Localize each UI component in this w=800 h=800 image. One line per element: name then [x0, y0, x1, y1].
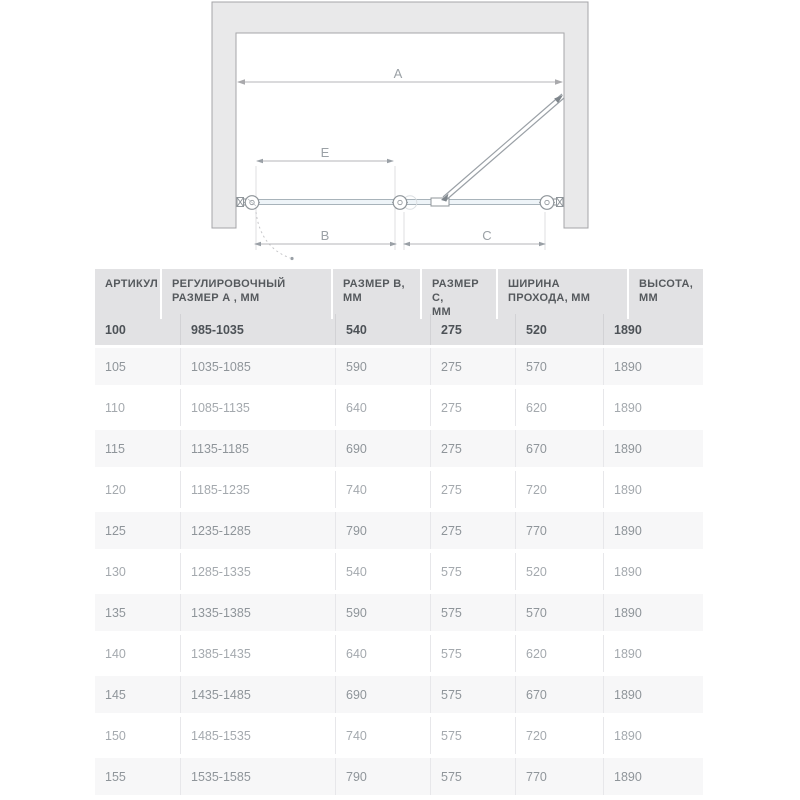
cell-height: 1890 — [603, 594, 703, 631]
cell-size-b: 740 — [335, 471, 430, 508]
dim-label-c: C — [482, 228, 492, 243]
cell-size-b: 640 — [335, 635, 430, 672]
cell-articul: 145 — [105, 687, 126, 702]
cell-height: 1890 — [603, 471, 703, 508]
cell-size-b: 540 — [335, 553, 430, 590]
cell-pass-width: 620 — [515, 389, 603, 426]
size-specification-table — [95, 269, 703, 799]
cell-height: 1890 — [603, 512, 703, 549]
cell-height: 1890 — [603, 553, 703, 590]
cell-size-b: 790 — [335, 512, 430, 549]
table-row — [95, 594, 703, 631]
cell-size-c: 575 — [430, 676, 515, 713]
cell-pass-width: 520 — [515, 314, 603, 345]
middle-roller — [392, 196, 408, 210]
cell-size-b: 540 — [335, 314, 430, 345]
cell-size-b: 690 — [335, 676, 430, 713]
shower-door-top-view-diagram — [0, 0, 800, 264]
cell-size-c: 575 — [430, 758, 515, 795]
wall — [212, 2, 588, 228]
cell-pass-width: 620 — [515, 635, 603, 672]
cell-size-a: 1385-1435 — [180, 635, 335, 672]
cell-size-c: 575 — [430, 553, 515, 590]
cell-articul: 125 — [105, 523, 126, 538]
cell-size-a: 985-1035 — [180, 314, 335, 345]
col-header-articul: АРТИКУЛ — [95, 269, 162, 319]
col-header-height: ВЫСОТА, ММ — [629, 269, 703, 319]
cell-size-a: 1335-1385 — [180, 594, 335, 631]
cell-size-a: 1085-1135 — [180, 389, 335, 426]
table-row — [95, 553, 703, 590]
cell-pass-width: 770 — [515, 758, 603, 795]
cell-size-a: 1135-1185 — [180, 430, 335, 467]
cell-size-c: 275 — [430, 471, 515, 508]
cell-articul: 150 — [105, 728, 126, 743]
table-row — [95, 717, 703, 754]
cell-height: 1890 — [603, 348, 703, 385]
cell-size-a: 1485-1535 — [180, 717, 335, 754]
cell-size-c: 275 — [430, 389, 515, 426]
cell-pass-width: 720 — [515, 471, 603, 508]
cell-size-b: 590 — [335, 348, 430, 385]
cell-size-a: 1185-1235 — [180, 471, 335, 508]
table-row — [95, 314, 703, 345]
table-row — [95, 430, 703, 467]
dimension-c — [403, 242, 546, 246]
cell-pass-width: 770 — [515, 512, 603, 549]
cell-pass-width: 720 — [515, 717, 603, 754]
table-row — [95, 389, 703, 426]
cell-articul: 100 — [105, 322, 126, 337]
cell-pass-width: 570 — [515, 348, 603, 385]
cell-size-a: 1285-1335 — [180, 553, 335, 590]
cell-articul: 110 — [105, 400, 125, 415]
col-header-size-b: РАЗМЕР В, ММ — [333, 269, 422, 319]
cell-size-a: 1435-1485 — [180, 676, 335, 713]
cell-pass-width: 570 — [515, 594, 603, 631]
cell-pass-width: 670 — [515, 676, 603, 713]
cell-pass-width: 670 — [515, 430, 603, 467]
door-swing-arc — [256, 212, 294, 260]
cell-pass-width: 520 — [515, 553, 603, 590]
cell-size-b: 790 — [335, 758, 430, 795]
cell-height: 1890 — [603, 676, 703, 713]
cell-size-c: 275 — [430, 512, 515, 549]
cell-height: 1890 — [603, 758, 703, 795]
cell-articul: 135 — [105, 605, 126, 620]
cell-articul: 155 — [105, 769, 126, 784]
cell-size-c: 275 — [430, 348, 515, 385]
cell-height: 1890 — [603, 635, 703, 672]
table-header-row — [95, 269, 703, 318]
cell-size-b: 690 — [335, 430, 430, 467]
dim-label-e: E — [320, 145, 330, 160]
cell-size-b: 590 — [335, 594, 430, 631]
dim-label-a: A — [393, 66, 403, 81]
table-row — [95, 471, 703, 508]
cell-height: 1890 — [603, 717, 703, 754]
dim-label-b: B — [320, 228, 330, 243]
cell-height: 1890 — [603, 430, 703, 467]
cell-size-c: 275 — [430, 430, 515, 467]
cell-size-c: 575 — [430, 594, 515, 631]
left-roller — [244, 196, 260, 210]
table-row — [95, 512, 703, 549]
cell-articul: 105 — [105, 359, 126, 374]
cell-height: 1890 — [603, 389, 703, 426]
cell-articul: 140 — [105, 646, 126, 661]
cell-size-a: 1535-1585 — [180, 758, 335, 795]
right-roller — [539, 196, 555, 210]
table-row — [95, 676, 703, 713]
cell-size-c: 575 — [430, 717, 515, 754]
cell-size-c: 575 — [430, 635, 515, 672]
cell-articul: 115 — [105, 441, 125, 456]
cell-size-b: 640 — [335, 389, 430, 426]
table-row — [95, 758, 703, 795]
cell-size-b: 740 — [335, 717, 430, 754]
cell-height: 1890 — [603, 314, 703, 345]
col-header-size-a: РЕГУЛИРОВОЧНЫЙ РАЗМЕР А , ММ — [162, 269, 333, 319]
table-row — [95, 348, 703, 385]
table-row — [95, 635, 703, 672]
cell-articul: 130 — [105, 564, 126, 579]
cell-articul: 120 — [105, 482, 126, 497]
open-door-panel — [441, 94, 564, 202]
cell-size-a: 1035-1085 — [180, 348, 335, 385]
col-header-pass-width: ШИРИНА ПРОХОДА, ММ — [498, 269, 629, 319]
col-header-size-c: РАЗМЕР С, ММ — [422, 269, 498, 319]
cell-size-c: 275 — [430, 314, 515, 345]
cell-size-a: 1235-1285 — [180, 512, 335, 549]
